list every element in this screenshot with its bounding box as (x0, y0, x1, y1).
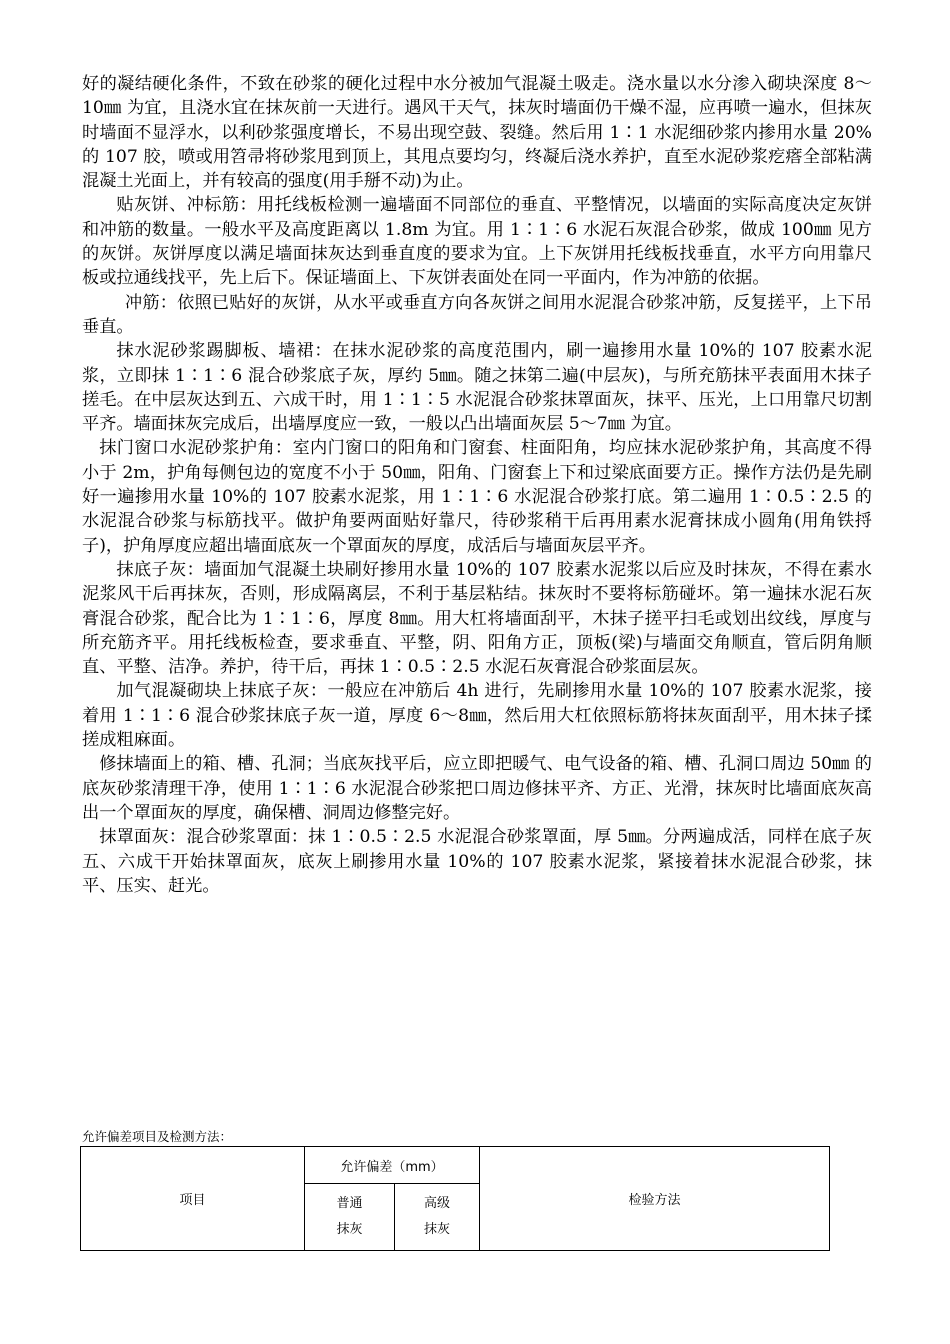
paragraph-aerated-block-base-coat: 加气混凝砌块上抹底子灰：一般应在冲筋后 4h 进行，先刷掺用水量 10%的 107 胶素水泥浆，接着用 1∶1∶6 混合砂浆抹底子灰一道，厚度 6～8㎜，然后用大杠依照标筋将抹灰面刮平，用木抹子揉搓成粗麻面。 (82, 681, 872, 751)
paragraph-watering: 好的凝结硬化条件，不致在砂浆的硬化过程中水分被加气混凝土吸走。浇水量以水分渗入砌块深度 8～10㎜ 为宜，且浇水宜在抹灰前一天进行。遇风干天气，抹灰时墙面仍干燥不湿，应再喷一遍水，但抹灰时墙面不显浮水，以利砂浆强度增长，不易出现空鼓、裂缝。然后用 1∶1 水泥细砂浆内掺用水量 20%的 107 胶，喷或用笤帚将砂浆甩到顶上，其甩点要均匀，终凝后浇水养护，直至水泥砂浆疙瘩全部粘满混凝土光面上，并有较高的强度(用手掰不动)为止。 (82, 74, 872, 192)
tolerance-table (80, 1146, 830, 1251)
paragraph-screeding: 冲筋：依照已贴好的灰饼，从水平或垂直方向各灰饼之间用水泥混合砂浆冲筋，反复搓平，上下吊垂直。 (82, 292, 872, 337)
header-advanced-plaster (395, 1184, 480, 1251)
header-ordinary-line2: 抹灰 (336, 1222, 363, 1237)
paragraph-corner-protection: 抹门窗口水泥砂浆护角：室内门窗口的阳角和门窗套、柱面阳角，均应抹水泥砂浆护角，其高度不得小于 2m，护角每侧包边的宽度不小于 50㎜，阳角、门窗套上下和过梁底面要方正。操作方法仍是先刷好一遍掺用水量 10%的 107 胶素水泥浆，用 1∶1∶6 水泥混合砂浆打底。第二遍用 1∶0.5∶2.5 的水泥混合砂浆与标筋找平。做护角要两面贴好靠尺，待砂浆稍干后再用素水泥膏抹成小圆角(用角铁捋子)，护角厚度应超出墙面底灰一个罩面灰的厚度，成活后与墙面灰层平齐。 (82, 438, 872, 556)
document-body (82, 72, 872, 898)
paragraph-openings-repair: 修抹墙面上的箱、槽、孔洞；当底灰找平后，应立即把暖气、电气设备的箱、槽、孔洞口周边 50㎜ 的底灰砂浆清理干净，使用 1∶1∶6 水泥混合砂浆把口周边修抹平齐、方正、光滑，抹灰时比墙面底灰高出一个罩面灰的厚度，确保槽、洞周边修整完好。 (82, 754, 872, 823)
header-method: 检验方法 (480, 1147, 830, 1251)
header-ordinary-line1: 普通 (336, 1196, 363, 1211)
header-advanced-line2: 抹灰 (424, 1222, 451, 1237)
header-ordinary-plaster (305, 1184, 395, 1251)
header-tolerance: 允许偏差（mm） (305, 1147, 480, 1184)
table-caption: 允许偏差项目及检测方法： (82, 1129, 233, 1144)
paragraph-skirting: 抹水泥砂浆踢脚板、墙裙：在抹水泥砂浆的高度范围内，刷一遍掺用水量 10%的 107 胶素水泥浆，立即抹 1∶1∶6 混合砂浆底子灰，厚约 5㎜。随之抹第二遍(中层灰)，与所充筋抹平表面用木抹子搓毛。在中层灰达到五、六成干时，用 1∶1∶5 水泥混合砂浆抹罩面灰，抹平、压光，上口用靠尺切割平齐。墙面抹灰完成后，出墙厚度应一致，一般以凸出墙面灰层 5～7㎜ 为宜。 (82, 341, 872, 435)
paragraph-base-coat: 抹底子灰：墙面加气混凝土块刷好掺用水量 10%的 107 胶素水泥浆以后应及时抹灰，不得在素水泥浆风干后再抹灰，否则，形成隔离层，不利于基层粘结。抹灰时不要将标筋碰坏。第一遍抹水泥石灰膏混合砂浆，配合比为 1∶1∶6，厚度 8㎜。用大杠将墙面刮平，木抹子搓平扫毛或划出纹线，厚度与所充筋齐平。用托线板检查，要求垂直、平整，阴、阳角方正，顶板(梁)与墙面交角顺直，管后阴角顺直、平整、洁净。养护，待干后，再抹 1∶0.5∶2.5 水泥石灰膏混合砂浆面层灰。 (82, 559, 872, 678)
paragraph-plaster-pads: 贴灰饼、冲标筋：用托线板检测一遍墙面不同部位的垂直、平整情况，以墙面的实际高度决定灰饼和冲筋的数量。一般水平及高度距离以 1.8m 为宜。用 1∶1∶6 水泥石灰混合砂浆，做成 100㎜ 见方的灰饼。灰饼厚度以满足墙面抹灰达到垂直度的要求为宜。上下灰饼用托线板找垂直，水平方向用靠尺板或拉通线找平，先上后下。保证墙面上、下灰饼表面处在同一平面内，作为冲筋的依据。 (82, 195, 872, 289)
header-item: 项目 (81, 1147, 305, 1251)
paragraph-finish-coat: 抹罩面灰：混合砂浆罩面：抹 1∶0.5∶2.5 水泥混合砂浆罩面，厚 5㎜。分两遍成活，同样在底子灰五、六成干开始抹罩面灰，底灰上刷掺用水量 10%的 107 胶素水泥浆，紧接着抹水泥混合砂浆，抹平、压实、赶光。 (82, 827, 872, 896)
header-advanced-line1: 高级 (424, 1196, 451, 1211)
